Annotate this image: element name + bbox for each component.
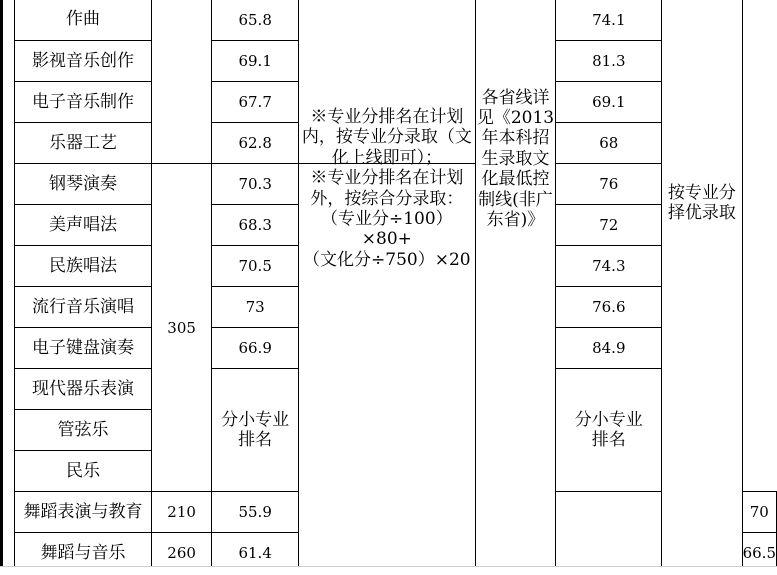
major-cell: 作曲	[15, 0, 152, 41]
major-cell: 现代器乐表演	[15, 369, 152, 410]
admission-score-table	[14, 0, 777, 574]
score1-cell: 70.5	[212, 246, 299, 287]
quota-cell: 210	[152, 492, 212, 533]
rule-line: ※专业分排名在计划	[310, 106, 464, 127]
score1-cell: 73	[212, 287, 299, 328]
method-cell	[662, 0, 742, 574]
sub-rank-line: 分小专业	[574, 409, 643, 430]
table-row	[15, 0, 777, 41]
score1-cell: 62.8	[212, 123, 299, 164]
score2-cell: 76.6	[556, 287, 662, 328]
major-cell: 舞蹈表演与教育	[15, 492, 152, 533]
score2-cell: 69.1	[556, 82, 662, 123]
major-cell: 钢琴演奏	[15, 164, 152, 205]
major-cell: 民乐	[15, 451, 152, 492]
province-line: 制线(非广	[478, 189, 553, 210]
sub-rank-line: 排名	[591, 430, 626, 450]
score2-cell: 70	[742, 492, 776, 533]
rule-line: 外，按综合分录取：	[310, 188, 464, 209]
score2-cell: 84.9	[556, 328, 662, 369]
score1-cell: 66.9	[212, 328, 299, 369]
score2-cell: 76	[556, 164, 662, 205]
score1-cell: 68.3	[212, 205, 299, 246]
major-cell: 电子键盘演奏	[15, 328, 152, 369]
score2-cell: 74.3	[556, 246, 662, 287]
score1-cell: 67.7	[212, 82, 299, 123]
province-line: 见《2013	[476, 108, 555, 129]
sub-rank-line: 分小专业	[221, 409, 290, 430]
method-line: 择优录取	[667, 203, 736, 223]
quota-cell: 260	[152, 533, 212, 574]
province-line: 化最低控	[481, 169, 550, 190]
score2-cell: 74.1	[556, 0, 662, 41]
method-line: 按专业分	[667, 182, 736, 203]
sub-rank-cell	[212, 369, 299, 492]
score2-cell: 72	[556, 205, 662, 246]
major-cell: 乐器工艺	[15, 123, 152, 164]
score2-cell: 81.3	[556, 41, 662, 82]
province-line-cell	[475, 0, 556, 574]
sub-rank-line: 排名	[238, 430, 273, 450]
rule-line: （文化分÷750）×20	[303, 249, 471, 270]
score2-cell: 68	[556, 123, 662, 164]
rule-line: ※专业分排名在计划	[310, 168, 464, 189]
major-cell: 电子音乐制作	[15, 82, 152, 123]
major-cell: 民族唱法	[15, 246, 152, 287]
province-line: 各省线详	[481, 87, 550, 108]
score2-cell: 66.5	[742, 533, 776, 574]
rule-line: （专业分÷100）×80+	[320, 208, 453, 250]
score1-cell: 55.9	[212, 492, 299, 533]
rule-line: 内，按专业分录取（文	[301, 127, 472, 148]
province-line: 东省)》	[486, 209, 545, 230]
major-cell: 影视音乐创作	[15, 41, 152, 82]
admission-rule-cell	[299, 106, 475, 574]
left-border	[0, 0, 3, 574]
rule-cell-empty	[556, 492, 662, 574]
score1-cell: 69.1	[212, 41, 299, 82]
major-cell: 舞蹈与音乐	[15, 533, 152, 574]
quota-cell-empty	[152, 0, 212, 164]
quota-cell-music: 305	[152, 164, 212, 492]
major-cell: 流行音乐演唱	[15, 287, 152, 328]
province-line: 年本科招	[481, 128, 550, 149]
sub-rank-cell	[556, 369, 662, 492]
rule-line: 化上线即可）；	[331, 147, 443, 168]
province-line: 生录取文	[481, 148, 550, 169]
score1-cell: 70.3	[212, 164, 299, 205]
major-cell: 管弦乐	[15, 410, 152, 451]
score1-cell: 65.8	[212, 0, 299, 41]
major-cell: 美声唱法	[15, 205, 152, 246]
score1-cell: 61.4	[212, 533, 299, 574]
